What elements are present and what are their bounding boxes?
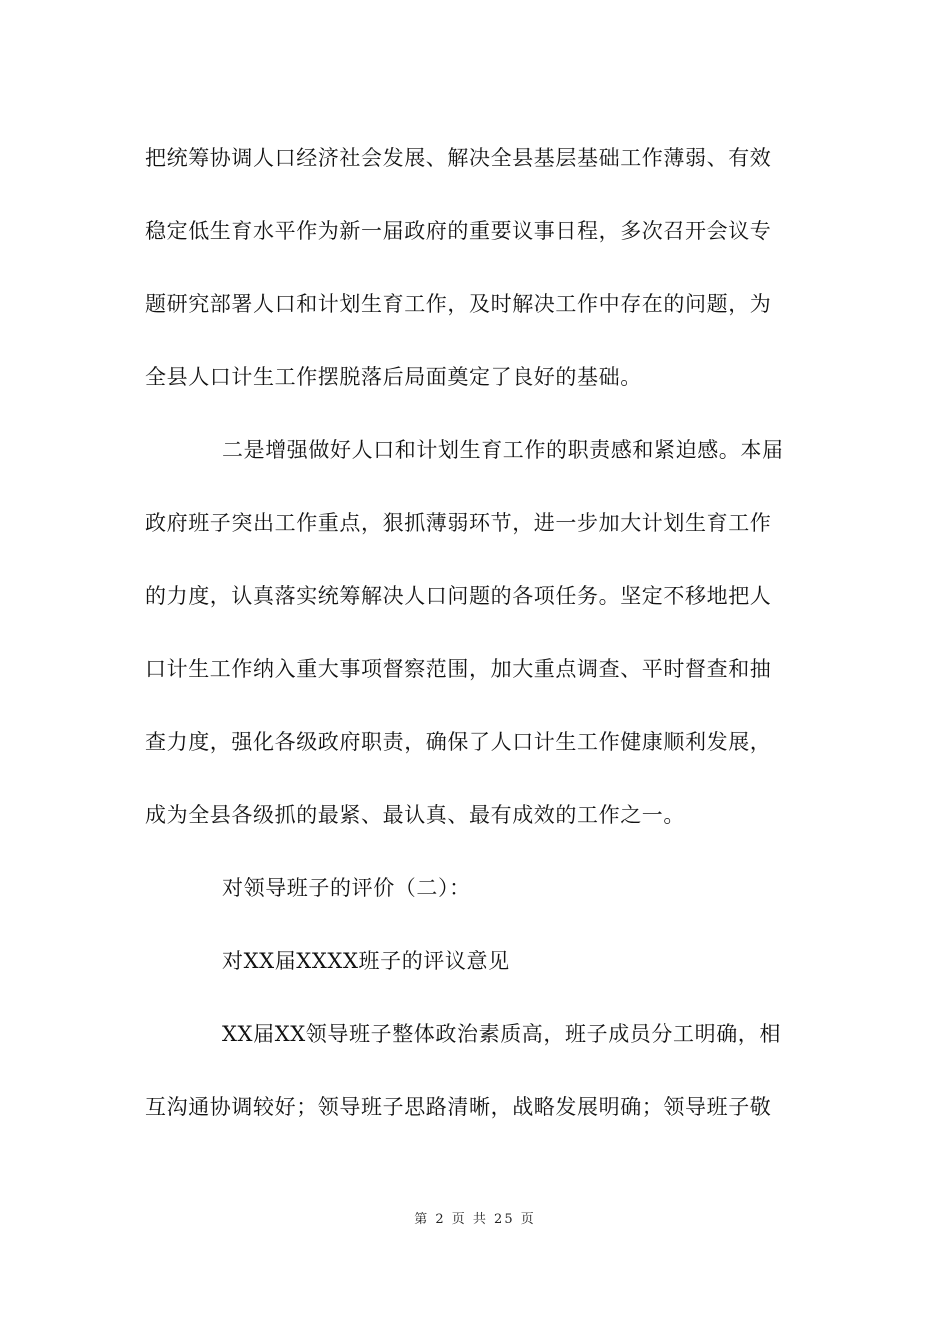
text-line: 全县人口计生工作摆脱落后局面奠定了良好的基础。 [145, 365, 642, 389]
section-heading: 对领导班子的评价（二）： [222, 876, 471, 900]
text-line: 稳定低生育水平作为新一届政府的重要议事日程，多次召开会议专 [145, 219, 772, 243]
text-line: 题研究部署人口和计划生育工作，及时解决工作中存在的问题，为 [145, 292, 772, 316]
section-subheading: 对XX届XXXX班子的评议意见 [222, 949, 510, 973]
text-line: 把统筹协调人口经济社会发展、解决全县基层基础工作薄弱、有效 [145, 146, 772, 170]
paragraph-first-line: XX届XX领导班子整体政治素质高，班子成员分工明确，相 [222, 1022, 781, 1046]
page-number-footer: 第 2 页 共 25 页 [414, 1212, 536, 1227]
text-line: 政府班子突出工作重点，狠抓薄弱环节，进一步加大计划生育工作 [145, 511, 772, 535]
text-line: 互沟通协调较好；领导班子思路清晰，战略发展明确；领导班子敬 [145, 1095, 772, 1119]
text-line: 查力度，强化各级政府职责，确保了人口计生工作健康顺利发展， [145, 730, 772, 754]
text-line: 的力度，认真落实统筹解决人口问题的各项任务。坚定不移地把人 [145, 584, 772, 608]
text-line: 成为全县各级抓的最紧、最认真、最有成效的工作之一。 [145, 803, 685, 827]
paragraph-first-line: 二是增强做好人口和计划生育工作的职责感和紧迫感。本届 [222, 438, 784, 462]
text-line: 口计生工作纳入重大事项督察范围，加大重点调查、平时督查和抽 [145, 657, 772, 681]
